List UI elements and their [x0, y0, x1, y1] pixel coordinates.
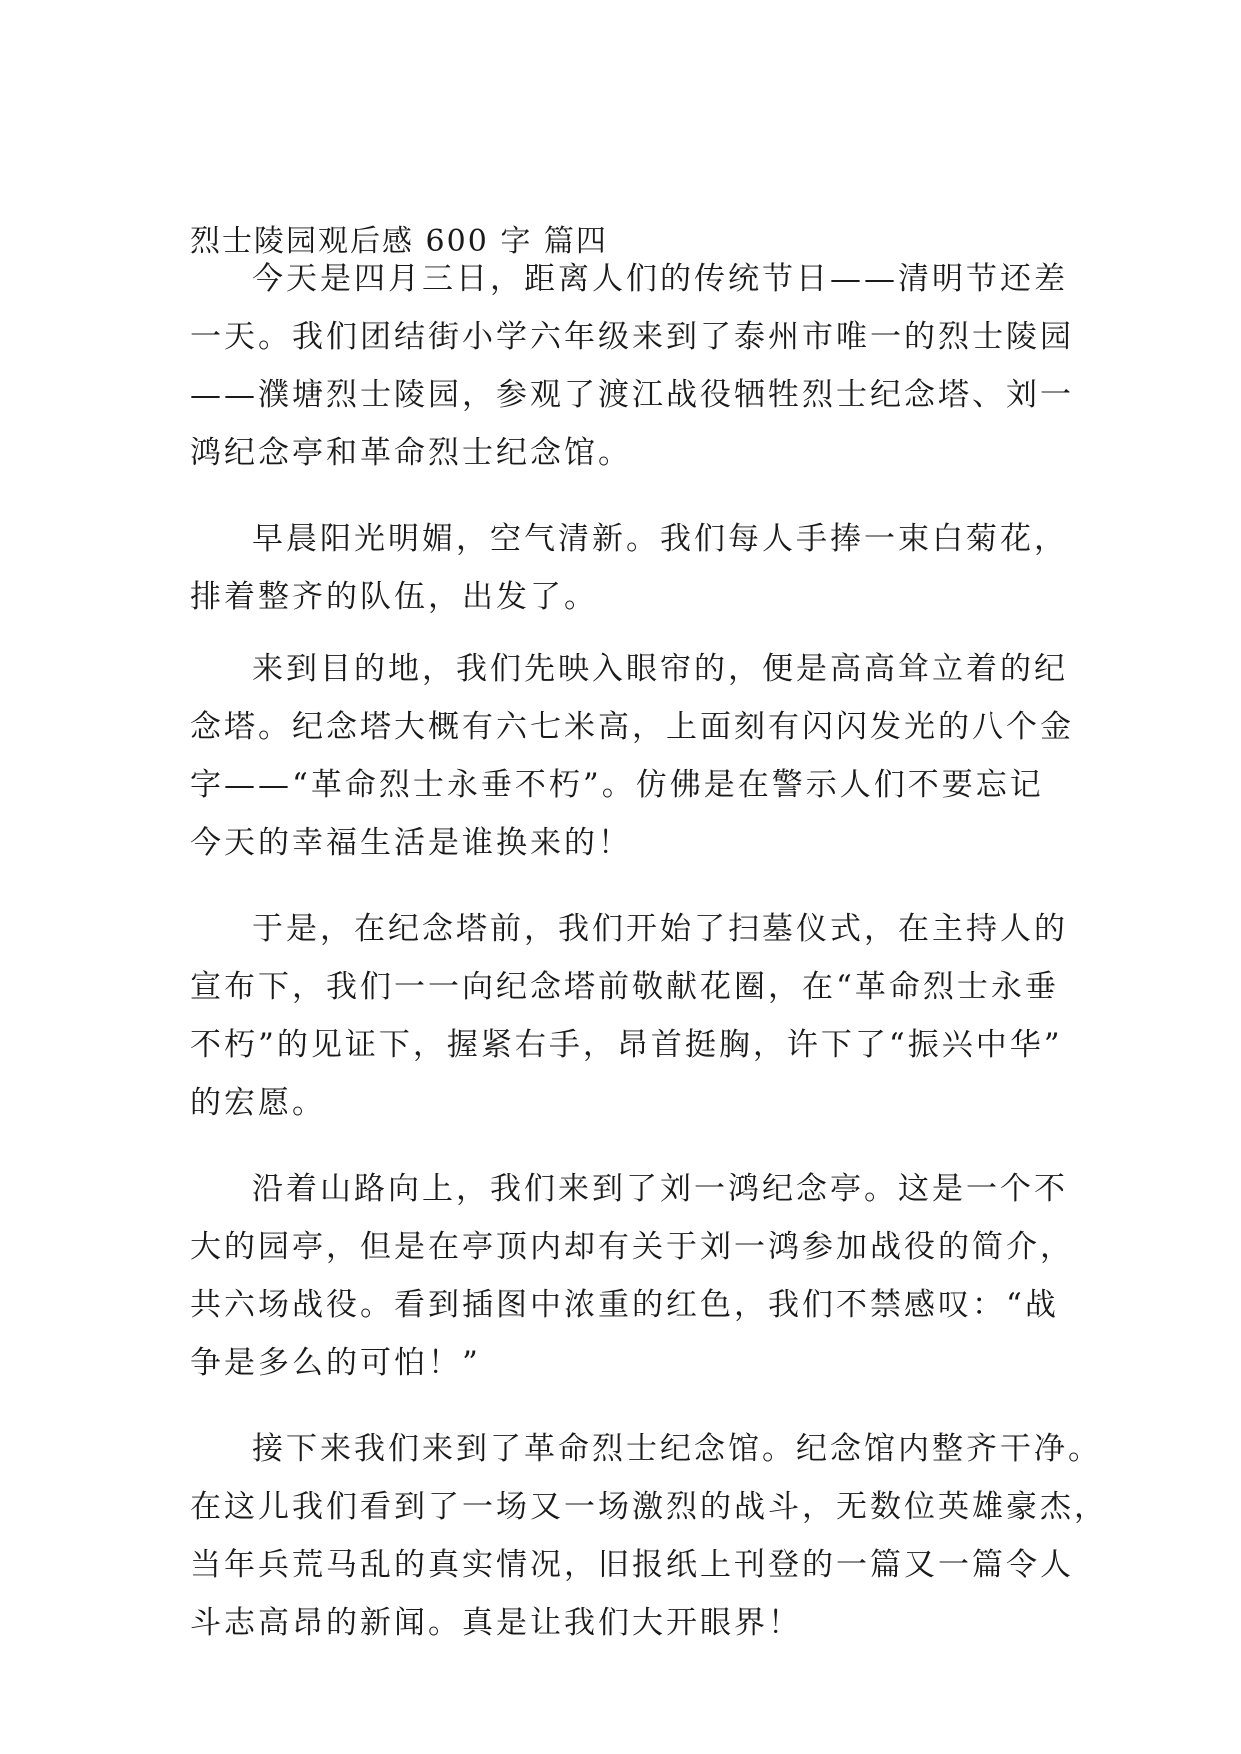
paragraph-line: 在这儿我们看到了一场又一场激烈的战斗，无数位英雄豪杰，: [190, 1489, 1108, 1525]
paragraph-3: [190, 640, 1074, 872]
paragraph-line: 当年兵荒马乱的真实情况，旧报纸上刊登的一篇又一篇令人: [190, 1547, 1074, 1583]
paragraph-line: 斗志高昂的新闻。真是让我们大开眼界！: [190, 1605, 802, 1641]
paragraph-line: 接下来我们来到了革命烈士纪念馆。纪念馆内整齐干净。: [252, 1431, 1102, 1467]
paragraph-4: [190, 900, 1068, 1132]
paragraph-line: 的宏愿。: [190, 1085, 326, 1121]
paragraph-line: 沿着山路向上，我们来到了刘一鸿纪念亭。这是一个不: [252, 1171, 1068, 1207]
paragraph-line: ——濮塘烈士陵园，参观了渡江战役牺牲烈士纪念塔、刘一: [190, 377, 1074, 413]
paragraph-line: 念塔。纪念塔大概有六七米高，上面刻有闪闪发光的八个金: [190, 709, 1074, 745]
paragraph-line: 争是多么的可怕！”: [190, 1345, 481, 1381]
paragraph-line: 宣布下，我们一一向纪念塔前敬献花圈，在“革命烈士永垂: [190, 969, 1059, 1005]
paragraph-line: 鸿纪念亭和革命烈士纪念馆。: [190, 435, 632, 471]
paragraph-1: [190, 250, 1074, 482]
paragraph-line: 今天是四月三日，距离人们的传统节日——清明节还差: [252, 261, 1068, 297]
paragraph-line: 早晨阳光明媚，空气清新。我们每人手捧一束白菊花，: [252, 521, 1068, 557]
paragraph-line: 来到目的地，我们先映入眼帘的，便是高高耸立着的纪: [252, 651, 1068, 687]
paragraph-line: 大的园亭，但是在亭顶内却有关于刘一鸿参加战役的简介，: [190, 1229, 1074, 1265]
paragraph-line: 共六场战役。看到插图中浓重的红色，我们不禁感叹：“战: [190, 1287, 1059, 1323]
paragraph-line: 排着整齐的队伍，出发了。: [190, 579, 598, 615]
paragraph-line: 一天。我们团结街小学六年级来到了泰州市唯一的烈士陵园: [190, 319, 1074, 355]
paragraph-line: 字——“革命烈士永垂不朽”。仿佛是在警示人们不要忘记: [190, 767, 1044, 803]
paragraph-6: [190, 1420, 1108, 1652]
paragraph-line: 于是，在纪念塔前，我们开始了扫墓仪式，在主持人的: [252, 911, 1068, 947]
paragraph-2: [190, 510, 1068, 626]
paragraph-line: 不朽”的见证下，握紧右手，昂首挺胸，许下了“振兴中华”: [190, 1027, 1063, 1063]
paragraph-line: 今天的幸福生活是谁换来的！: [190, 825, 632, 861]
document-heading: 烈士陵园观后感 600 字 篇四: [190, 224, 608, 259]
paragraph-5: [190, 1160, 1074, 1392]
